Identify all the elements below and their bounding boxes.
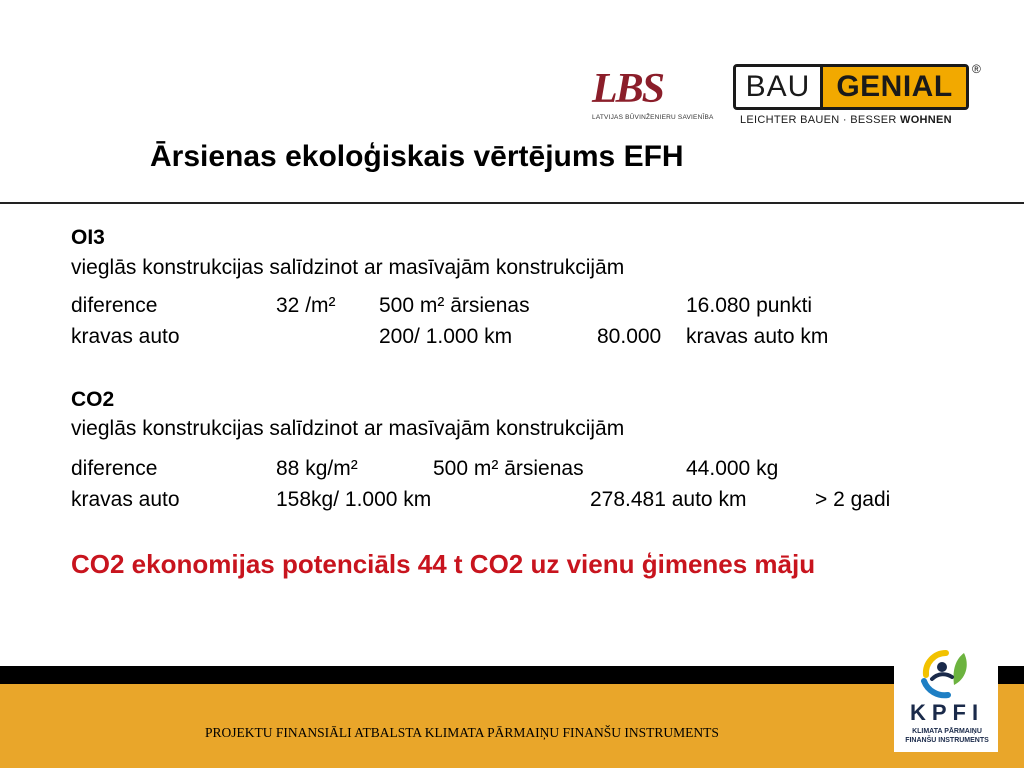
kpfi-subtitle-line2: FINANŠU INSTRUMENTS (905, 737, 989, 744)
title-divider (0, 202, 1024, 204)
kpfi-emblem-icon (918, 645, 974, 699)
co2-row2-rate: 158kg/ 1.000 km (276, 488, 432, 511)
oi3-row2-unit: kravas auto km (686, 325, 829, 348)
oi3-row1-label: diference (71, 294, 158, 317)
oi3-heading: OI3 (71, 226, 105, 249)
registered-mark: ® (972, 62, 981, 76)
oi3-subtitle: vieglās konstrukcijas salīdzinot ar masīvajām konstrukcijām (71, 256, 625, 279)
oi3-row1-points: 16.080 punkti (686, 294, 813, 317)
baugenial-tagline (740, 114, 952, 126)
footer-text: PROJEKTU FINANSIĀLI ATBALSTA KLIMATA PĀRMAIŅU FINANŠU INSTRUMENTS (205, 725, 719, 740)
co2-row2-km: 278.481 auto km (590, 488, 747, 511)
kpfi-subtitle-line1: KLIMATA PĀRMAIŅU (912, 728, 982, 735)
co2-heading: CO2 (71, 388, 115, 411)
co2-row1-total: 44.000 kg (686, 457, 779, 480)
co2-row2-years: > 2 gadi (815, 488, 891, 511)
lbs-logo (590, 68, 715, 130)
co2-subtitle: vieglās konstrukcijas salīdzinot ar masīvajām konstrukcijām (71, 417, 625, 440)
baugenial-logo-bau: BAU (736, 67, 820, 107)
oi3-row1-per-m2: 32 /m² (276, 294, 336, 317)
lbs-logo-subtitle: LATVIJAS BŪVINŽENIERU SAVIENĪBA (592, 114, 714, 121)
lbs-logo-mark: LBS (592, 66, 664, 112)
oi3-row2-value: 80.000 (597, 325, 662, 348)
co2-row1-label: diference (71, 457, 158, 480)
baugenial-logo (733, 64, 969, 110)
co2-row1-area: 500 m² ārsienas (433, 457, 584, 480)
baugenial-logo-genial: GENIAL (820, 67, 966, 107)
co2-row2-label: kravas auto (71, 488, 180, 511)
oi3-row2-label: kravas auto (71, 325, 180, 348)
co2-row1-per-m2: 88 kg/m² (276, 457, 358, 480)
conclusion-text: CO2 ekonomijas potenciāls 44 t CO2 uz vienu ģimenes māju (71, 549, 816, 579)
tagline-light: LEICHTER BAUEN · BESSER (740, 114, 901, 126)
oi3-row2-rate: 200/ 1.000 km (379, 325, 513, 348)
footer-black-band (0, 666, 1024, 684)
tagline-bold: WOHNEN (900, 114, 952, 126)
kpfi-name: KPFI (909, 700, 985, 725)
slide-title: Ārsienas ekoloģiskais vērtējums EFH (150, 140, 684, 173)
oi3-row1-area: 500 m² ārsienas (379, 294, 530, 317)
